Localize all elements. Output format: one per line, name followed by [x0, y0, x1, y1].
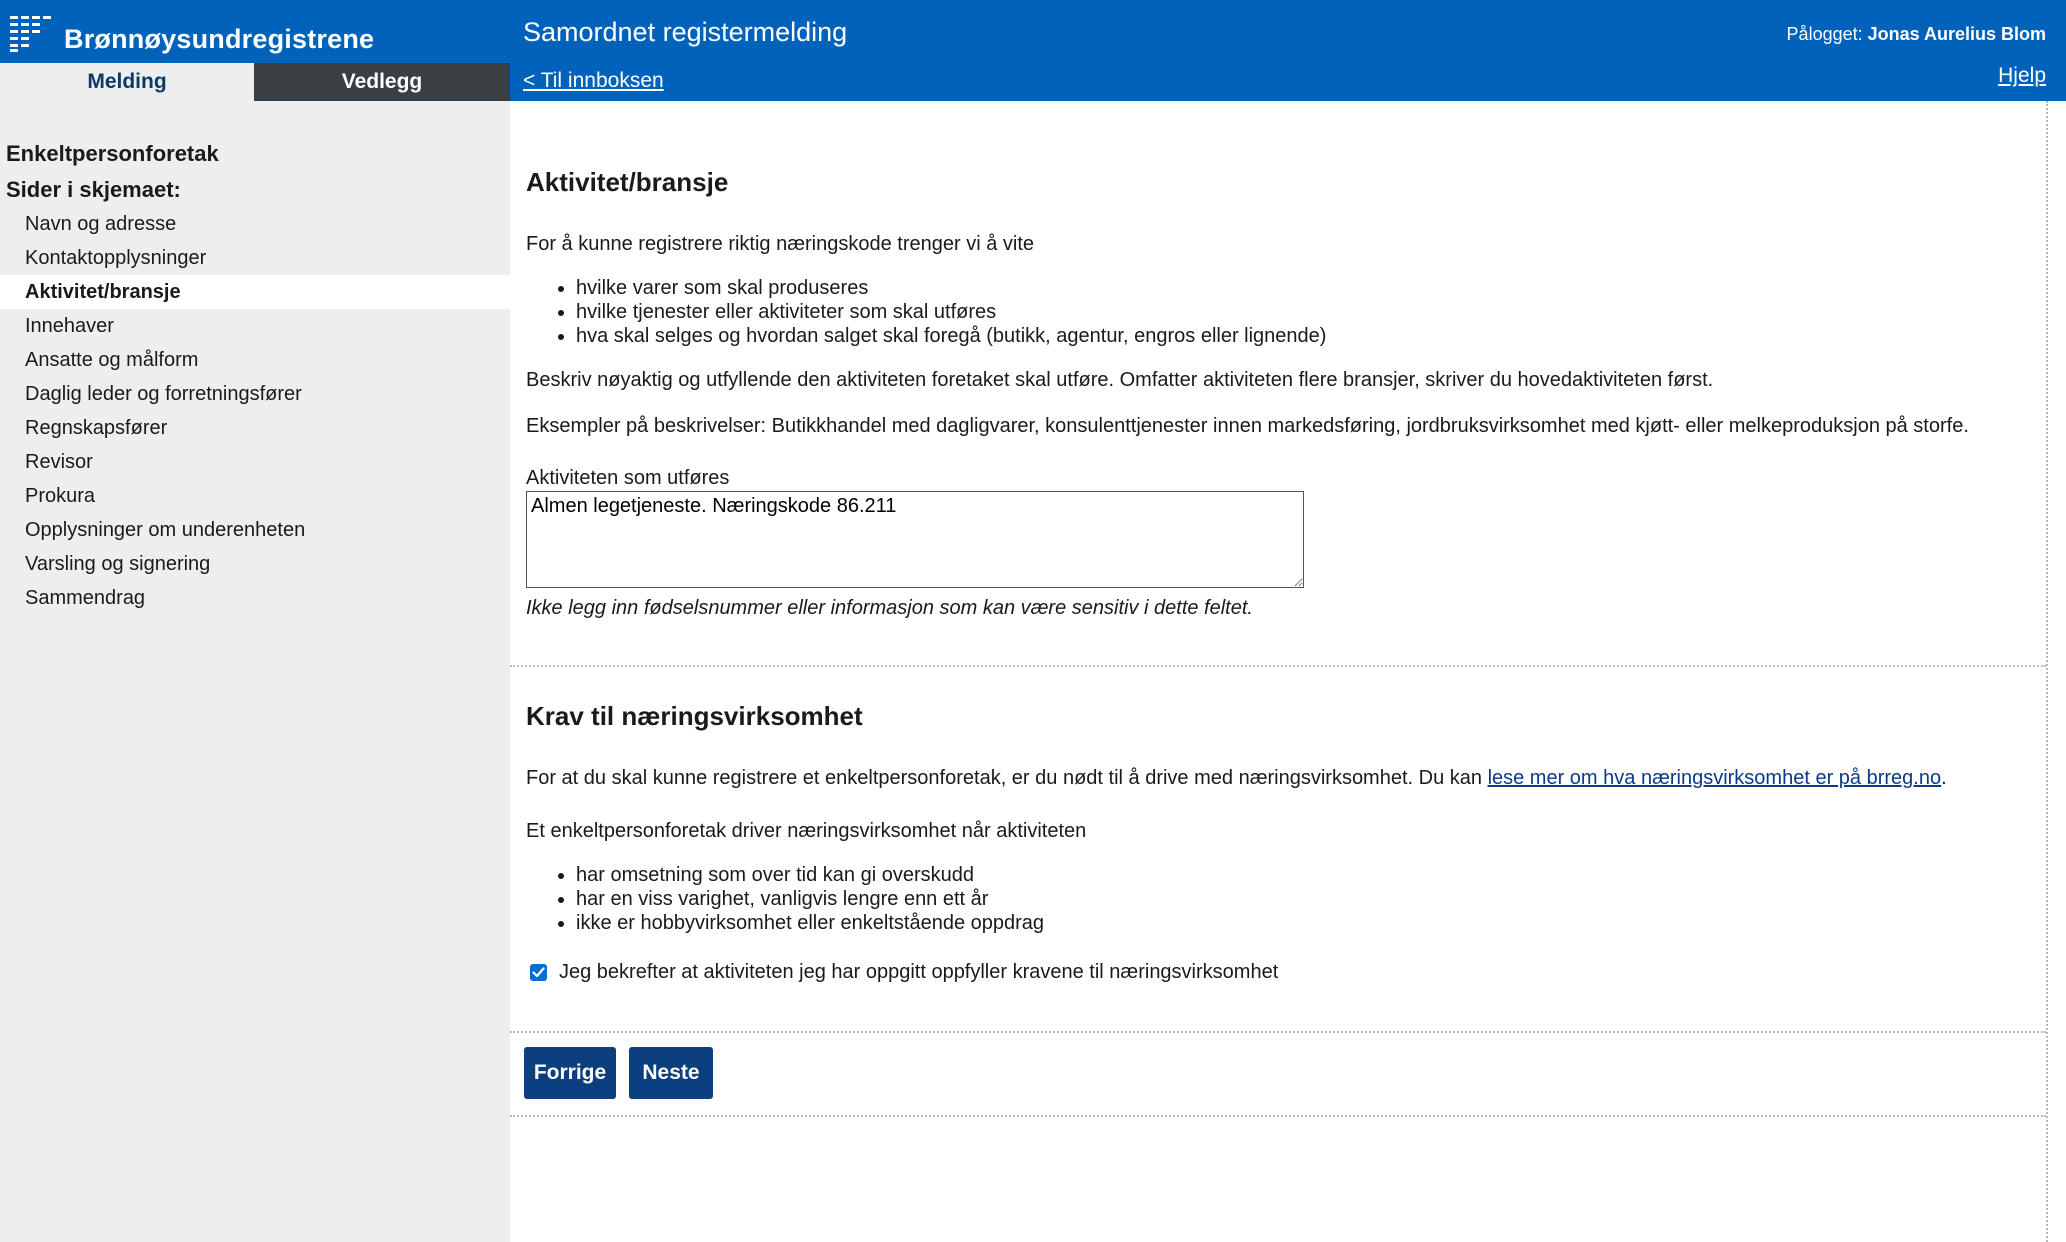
- activity-examples: Eksempler på beskrivelser: Butikkhandel med dagligvarer, konsulenttjenester innen markedsføring, jordbruksvirksomhet med kjøtt- eller melkeproduksjon på storfe.: [526, 415, 1969, 437]
- next-button[interactable]: Neste: [629, 1047, 713, 1099]
- list-item: • ikke er hobbyvirksomhet eller enkeltstående oppdrag: [576, 911, 1044, 935]
- brand-logo[interactable]: [10, 10, 374, 58]
- sidebar-item-aktivitet-bransje[interactable]: Aktivitet/bransje: [0, 275, 510, 309]
- requirements-title: Krav til næringsvirksomhet: [526, 701, 863, 731]
- user-name: Jonas Aurelius Blom: [1867, 24, 2046, 44]
- sidebar-item-kontaktopplysninger[interactable]: Kontaktopplysninger: [25, 247, 207, 269]
- activity-intro: For å kunne registrere riktig næringskode trenger vi å vite: [526, 233, 1035, 255]
- sidebar-item-daglig-leder[interactable]: Daglig leder og forretningsfører: [25, 383, 302, 405]
- requirements-bullets: [526, 863, 1044, 935]
- sidebar: [0, 101, 510, 1242]
- sidebar-item-varsling-og-signering[interactable]: Varsling og signering: [25, 553, 211, 575]
- brand-name: Brønnøysundregistrene: [64, 23, 375, 54]
- sidebar-item-ansatte-og-malform[interactable]: Ansatte og målform: [25, 349, 199, 371]
- activity-describe: Beskriv nøyaktig og utfyllende den aktiviteten foretaket skal utføre. Omfatter aktiviteten flere bransjer, skriver du hovedaktiviteten først.: [526, 369, 1714, 391]
- sidebar-item-innehaver[interactable]: Innehaver: [25, 315, 114, 337]
- company-type: Enkeltpersonforetak: [6, 141, 219, 166]
- section-divider: [510, 1031, 2046, 1033]
- sidebar-item-underenheten[interactable]: Opplysninger om underenheten: [25, 519, 306, 541]
- requirements-intro: [526, 767, 1947, 790]
- list-item: • hvilke varer som skal produseres: [576, 276, 1326, 300]
- section-divider: [510, 665, 2046, 667]
- requirements-intro-text: For at du skal kunne registrere et enkeltpersonforetak, er du nødt til å drive med næringsvirksomhet. Du kan: [526, 767, 1488, 789]
- help-link[interactable]: Hjelp: [1998, 64, 2046, 87]
- activity-title: Aktivitet/bransje: [526, 167, 729, 197]
- content-right-border: [2046, 101, 2048, 1242]
- form-tabs: [0, 63, 510, 101]
- main-content: [510, 101, 2050, 1242]
- activity-bullets: [526, 276, 1326, 348]
- pages-heading: Sider i skjemaet:: [6, 177, 181, 202]
- list-item: • har en viss varighet, vanligvis lengre enn ett år: [576, 887, 1044, 911]
- read-more-link[interactable]: lese mer om hva næringsvirksomhet er på brreg.no: [1487, 767, 1942, 789]
- checkmark-icon: [532, 967, 545, 978]
- sensitive-info-hint: Ikke legg inn fødselsnummer eller informasjon som kan være sensitiv i dette feltet.: [526, 597, 1253, 619]
- sidebar-item-prokura[interactable]: Prokura: [25, 485, 96, 507]
- activity-textarea[interactable]: [526, 491, 1304, 588]
- activity-field-label: Aktiviteten som utføres: [526, 467, 730, 489]
- sidebar-item-regnskapsforer[interactable]: Regnskapsfører: [25, 417, 168, 439]
- sidebar-item-navn-og-adresse[interactable]: Navn og adresse: [25, 213, 177, 235]
- page-list: [0, 207, 510, 615]
- tab-melding[interactable]: Melding: [0, 63, 254, 101]
- requirements-lead: Et enkeltpersonforetak driver næringsvirksomhet når aktiviteten: [526, 820, 1087, 842]
- sidebar-item-sammendrag[interactable]: Sammendrag: [25, 587, 146, 609]
- logged-in-user: [1787, 24, 2046, 45]
- list-item: • har omsetning som over tid kan gi overskudd: [576, 863, 1044, 887]
- section-divider: [510, 1115, 2046, 1117]
- top-header: [0, 0, 2066, 101]
- confirm-row: [530, 961, 1278, 984]
- list-item: • hva skal selges og hvordan salget skal foregå (butikk, agentur, engros eller lignende): [576, 324, 1326, 348]
- app-title: Samordnet registermelding: [523, 17, 848, 47]
- requirements-intro-end: .: [1941, 767, 1947, 789]
- back-to-inbox-link[interactable]: < Til innboksen: [523, 69, 664, 92]
- logged-in-label: Pålogget:: [1786, 24, 1863, 44]
- confirm-checkbox[interactable]: [530, 964, 547, 981]
- list-item: • hvilke tjenester eller aktiviteter som skal utføres: [576, 300, 1326, 324]
- registry-logo-icon: [10, 16, 52, 52]
- confirm-label[interactable]: Jeg bekrefter at aktiviteten jeg har oppgitt oppfyller kravene til næringsvirksomhet: [559, 961, 1279, 983]
- previous-button[interactable]: Forrige: [524, 1047, 616, 1099]
- sidebar-item-revisor[interactable]: Revisor: [25, 451, 93, 473]
- tab-vedlegg[interactable]: Vedlegg: [254, 63, 510, 101]
